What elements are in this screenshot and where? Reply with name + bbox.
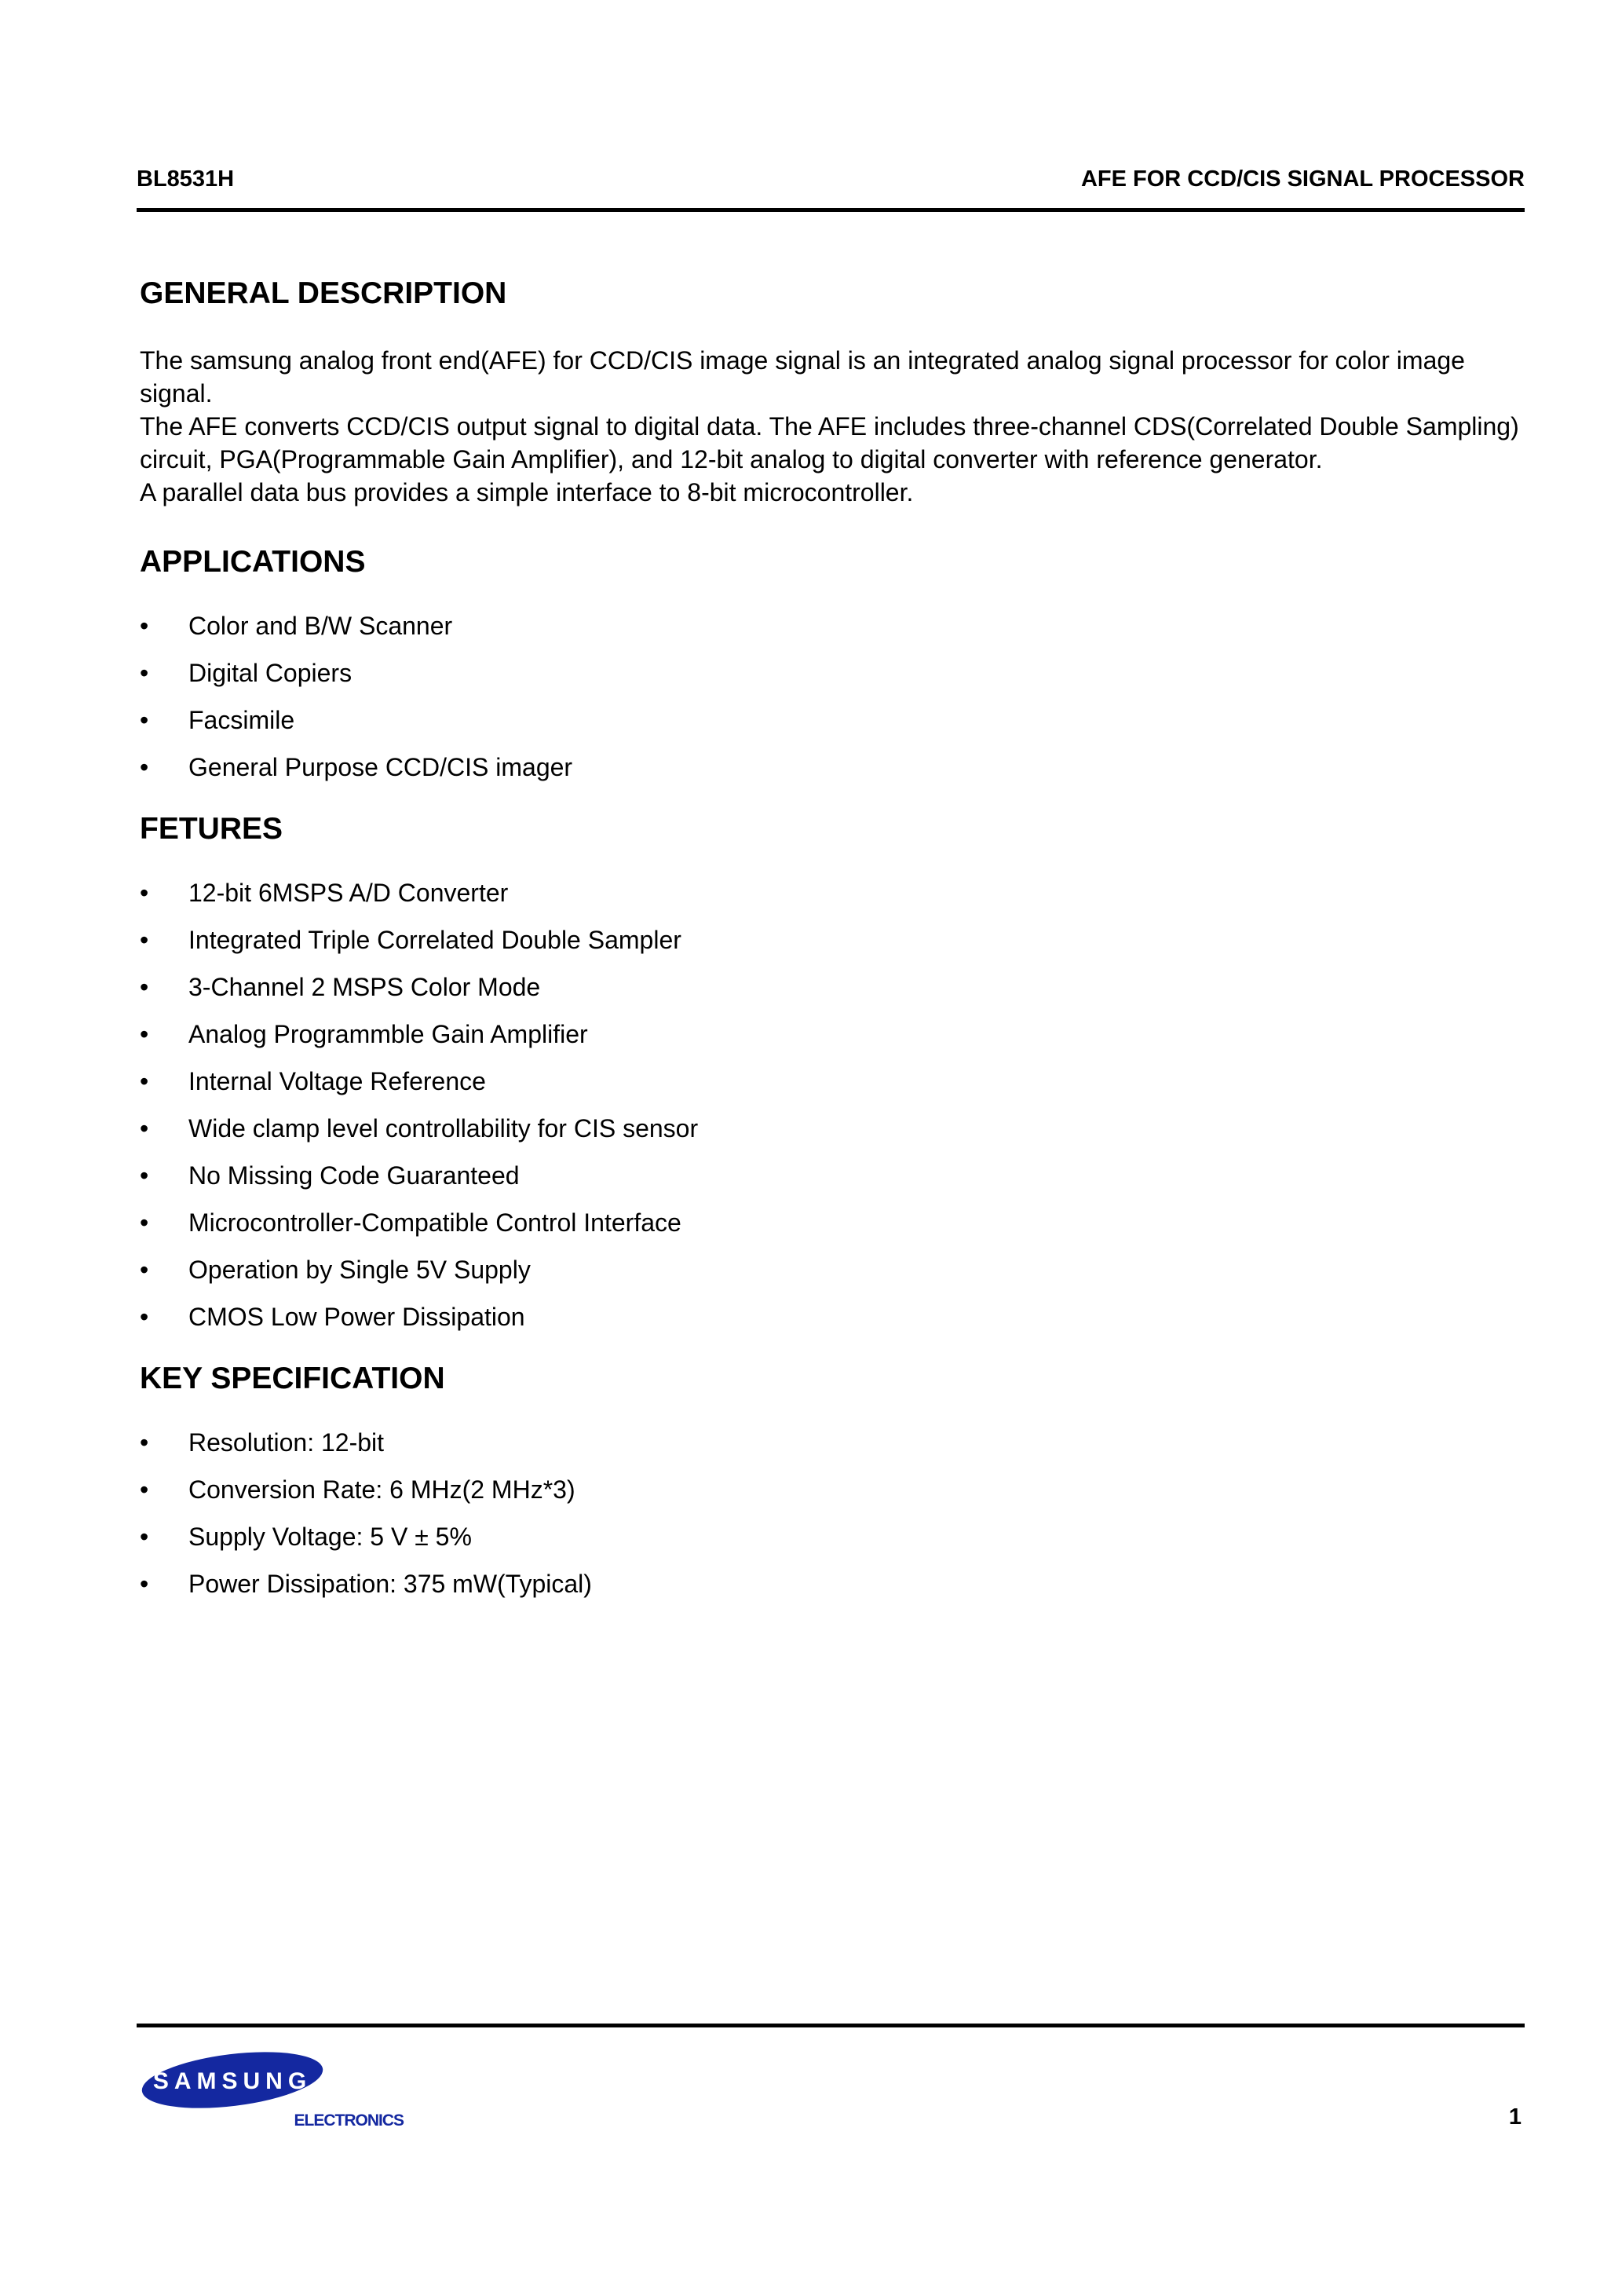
list-item: • General Purpose CCD/CIS imager [140,751,1522,784]
key-specification-section [140,1360,1522,1600]
list-item: • Supply Voltage: 5 V ± 5% [140,1520,1522,1553]
page-number: 1 [1508,2104,1522,2130]
list-item: • Microcontroller-Compatible Control Interface [140,1206,1522,1239]
list-item: • Resolution: 12-bit [140,1426,1522,1459]
general-description-title: GENERAL DESCRIPTION [140,276,507,310]
list-item: • No Missing Code Guaranteed [140,1159,1522,1192]
list-item: • Facsimile [140,704,1522,737]
description-paragraph: A parallel data bus provides a simple interface to 8-bit microcontroller. [140,478,914,506]
part-number: BL8531H [137,166,235,192]
list-item: • CMOS Low Power Dissipation [140,1300,1522,1333]
header-rule [137,208,1525,212]
footer-rule [137,2024,1525,2027]
list-item: • Analog Programmble Gain Amplifier [140,1018,1522,1051]
samsung-electronics-logo [138,2045,405,2131]
description-paragraph: The samsung analog front end(AFE) for CCD/CIS image signal is an integrated analog signal processor for color image signal. [140,346,1465,408]
electronics-logo-text: ELECTRONICS [294,2111,404,2130]
features-list [140,876,1522,1333]
general-description-body [140,344,1522,509]
features-section [140,810,1522,1333]
samsung-logo-text: SAMSUNG [152,2068,312,2094]
list-item: • Internal Voltage Reference [140,1065,1522,1098]
applications-list [140,609,1522,784]
general-description-section [140,275,1522,509]
page-header [137,166,1525,192]
key-specification-title: KEY SPECIFICATION [140,1362,445,1395]
applications-title: APPLICATIONS [140,545,366,579]
list-item: • Conversion Rate: 6 MHz(2 MHz*3) [140,1473,1522,1506]
features-title: FETURES [140,812,283,846]
list-item: • 3-Channel 2 MSPS Color Mode [140,971,1522,1004]
list-item: • Integrated Triple Correlated Double Sampler [140,923,1522,956]
list-item: • Power Dissipation: 375 mW(Typical) [140,1567,1522,1600]
key-specification-list [140,1426,1522,1600]
applications-section [140,543,1522,784]
list-item: • Operation by Single 5V Supply [140,1253,1522,1286]
list-item: • Digital Copiers [140,656,1522,689]
page-content [140,275,1522,1614]
description-paragraph: The AFE converts CCD/CIS output signal to digital data. The AFE includes three-channel CDS(Correlated Double Sampling) circuit, PGA(Programmable Gain Amplifier), and 12-bit analog to digital converter with reference generator. [140,412,1519,473]
list-item: • Wide clamp level controllability for CIS sensor [140,1112,1522,1145]
list-item: • Color and B/W Scanner [140,609,1522,642]
list-item: • 12-bit 6MSPS A/D Converter [140,876,1522,909]
document-title: AFE FOR CCD/CIS SIGNAL PROCESSOR [1080,166,1525,192]
